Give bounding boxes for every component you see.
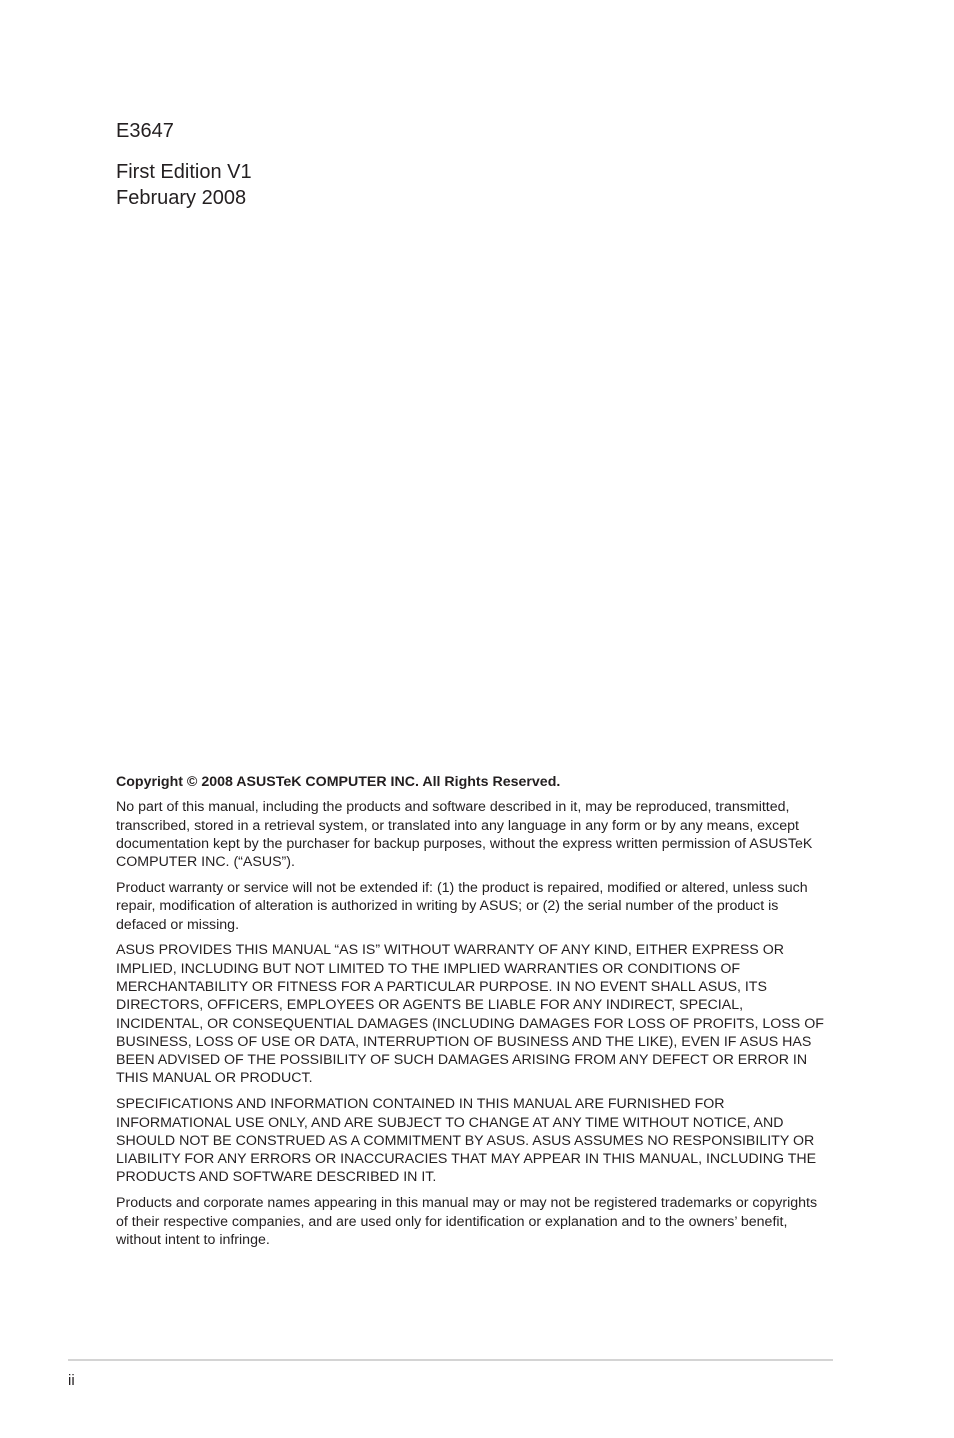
legal-notice xyxy=(116,773,832,1257)
legal-paragraph-reproduction: No part of this manual, including the products and software described in it, may be reproduced, transmitted, transcribed, stored in a retrieval system, or translated into any language in any form or by any means, except documentation kept by the purchaser for backup purposes, without the express written permission of ASUSTeK COMPUTER INC. (“ASUS”). xyxy=(116,799,813,871)
legal-paragraph-warranty: Product warranty or service will not be extended if: (1) the product is repaired, modified or altered, unless such repair, modification of alteration is authorized in writing by ASUS; or (2) the serial number of the product is defaced or missing. xyxy=(116,879,808,933)
copyright-statement: Copyright © 2008 ASUSTeK COMPUTER INC. All Rights Reserved. xyxy=(116,774,561,790)
edition-label: First Edition V1 xyxy=(116,161,252,183)
document-code: E3647 xyxy=(116,120,174,142)
edition-block xyxy=(116,159,252,211)
footer-divider xyxy=(68,1359,833,1361)
legal-paragraph-trademarks: Products and corporate names appearing in this manual may or may not be registered trademarks or copyrights of their respective companies, and are used only for identification or explanation and to the owners’ benefit, without intent to infringe. xyxy=(116,1195,818,1248)
legal-paragraph-disclaimer: ASUS PROVIDES THIS MANUAL “AS IS” WITHOUT WARRANTY OF ANY KIND, EITHER EXPRESS OR IMPLIED, INCLUDING BUT NOT LIMITED TO THE IMPLIED WARRANTIES OR CONDITIONS OF MERCHANTABILITY OR FITNESS FOR A PARTICULAR PURPOSE. IN NO EVENT SHALL ASUS, ITS DIRECTORS, OFFICERS, EMPLOYEES OR AGENTS BE LIABLE FOR ANY INDIRECT, SPECIAL, INCIDENTAL, OR CONSEQUENTIAL DAMAGES (INCLUDING DAMAGES FOR LOSS OF PROFITS, LOSS OF BUSINESS, LOSS OF USE OR DATA, INTERRUPTION OF BUSINESS AND THE LIKE), EVEN IF ASUS HAS BEEN ADVISED OF THE POSSIBILITY OF SUCH DAMAGES ARISING FROM ANY DEFECT OR ERROR IN THIS MANUAL OR PRODUCT. xyxy=(116,942,824,1087)
publication-date: February 2008 xyxy=(116,187,247,209)
legal-paragraph-specifications: SPECIFICATIONS AND INFORMATION CONTAINED IN THIS MANUAL ARE FURNISHED FOR INFORMATIONAL USE ONLY, AND ARE SUBJECT TO CHANGE AT ANY TIME WITHOUT NOTICE, AND SHOULD NOT BE CONSTRUED AS A COMMITMENT BY ASUS. ASUS ASSUMES NO RESPONSIBILITY OR LIABILITY FOR ANY ERRORS OR INACCURACIES THAT MAY APPEAR IN THIS MANUAL, INCLUDING THE PRODUCTS AND SOFTWARE DESCRIBED IN IT. xyxy=(116,1096,817,1186)
page-number: ii xyxy=(68,1372,75,1389)
